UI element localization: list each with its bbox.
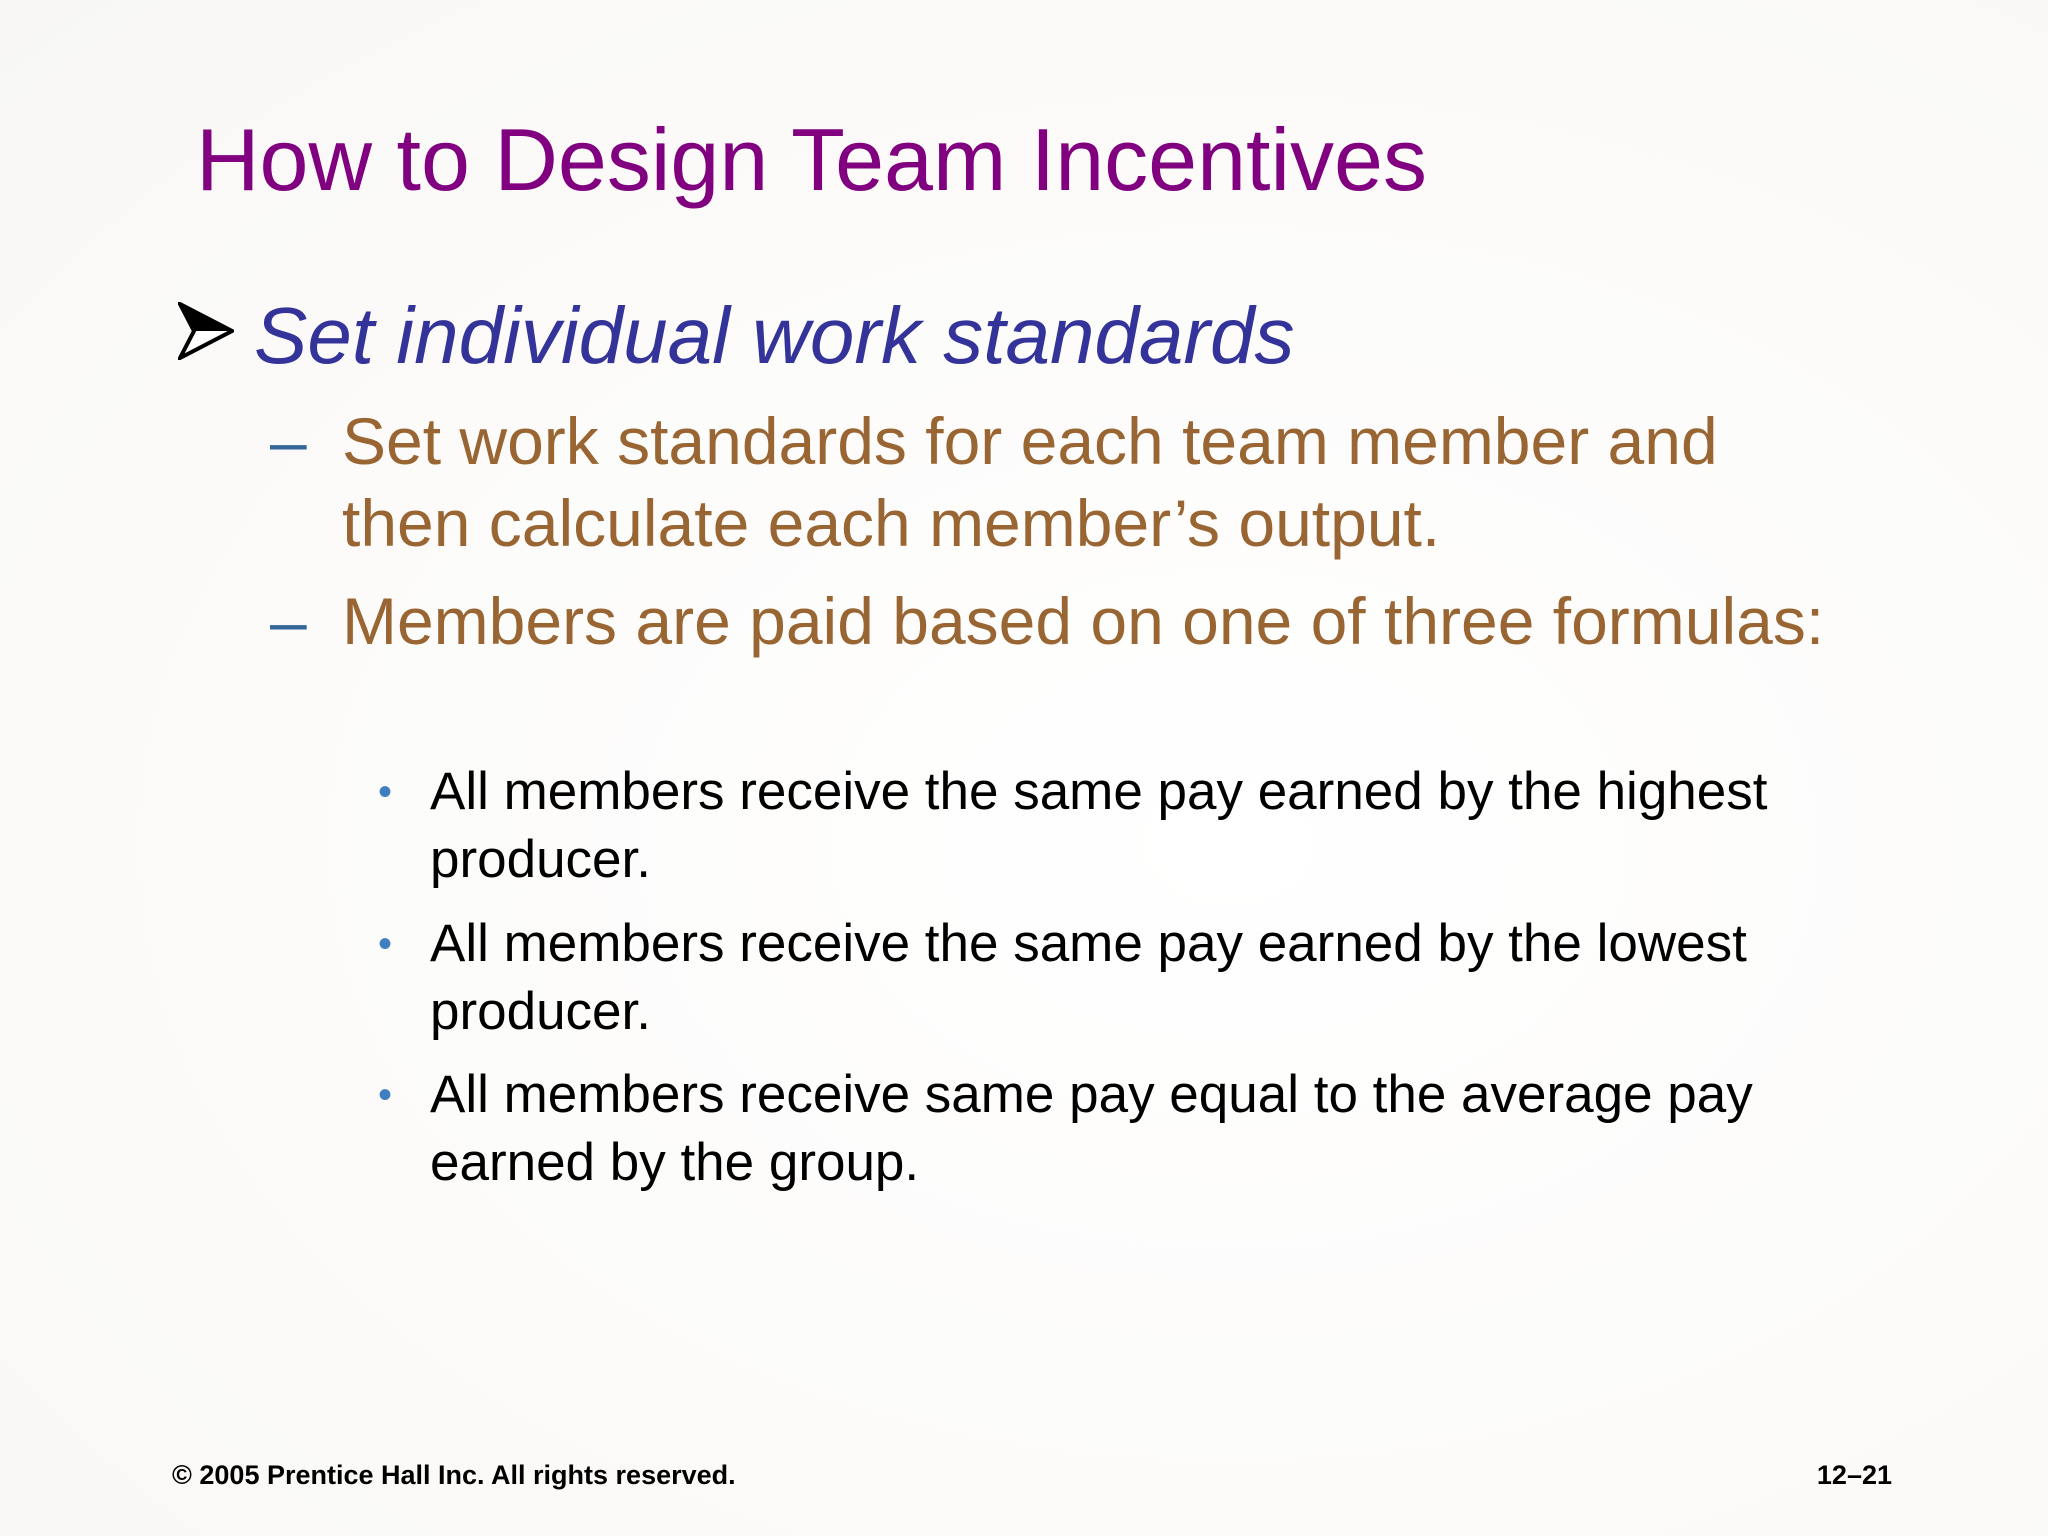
sub-point xyxy=(270,400,1830,564)
bullet-text: All members receive the same pay earned by the highest producer. xyxy=(430,762,1768,889)
slide-number: 12–21 xyxy=(1816,1460,1892,1490)
sub-point-text: Members are paid based on one of three formulas: xyxy=(342,584,1825,658)
main-point xyxy=(178,288,1295,384)
bullet-dot: • xyxy=(378,922,393,966)
copyright-footer: © 2005 Prentice Hall Inc. All rights reserved. xyxy=(172,1460,736,1490)
slide-title: How to Design Team Incentives xyxy=(196,110,1427,209)
bullet-item xyxy=(378,910,1918,1046)
bullet-dot: • xyxy=(378,1073,393,1117)
dash-marker: – xyxy=(270,404,307,478)
sub-point xyxy=(270,580,1830,662)
bullet-dot: • xyxy=(378,770,393,814)
bullet-text: All members receive same pay equal to the average pay earned by the group. xyxy=(430,1065,1753,1192)
dash-marker: – xyxy=(270,584,307,658)
arrow-bullet-icon xyxy=(178,302,234,360)
main-point-text: Set individual work standards xyxy=(254,291,1295,380)
bullet-text: All members receive the same pay earned by the lowest producer. xyxy=(430,914,1747,1041)
bullet-item xyxy=(378,758,1918,894)
sub-point-text: Set work standards for each team member and then calculate each member’s output. xyxy=(342,404,1718,560)
bullet-item xyxy=(378,1061,1918,1197)
